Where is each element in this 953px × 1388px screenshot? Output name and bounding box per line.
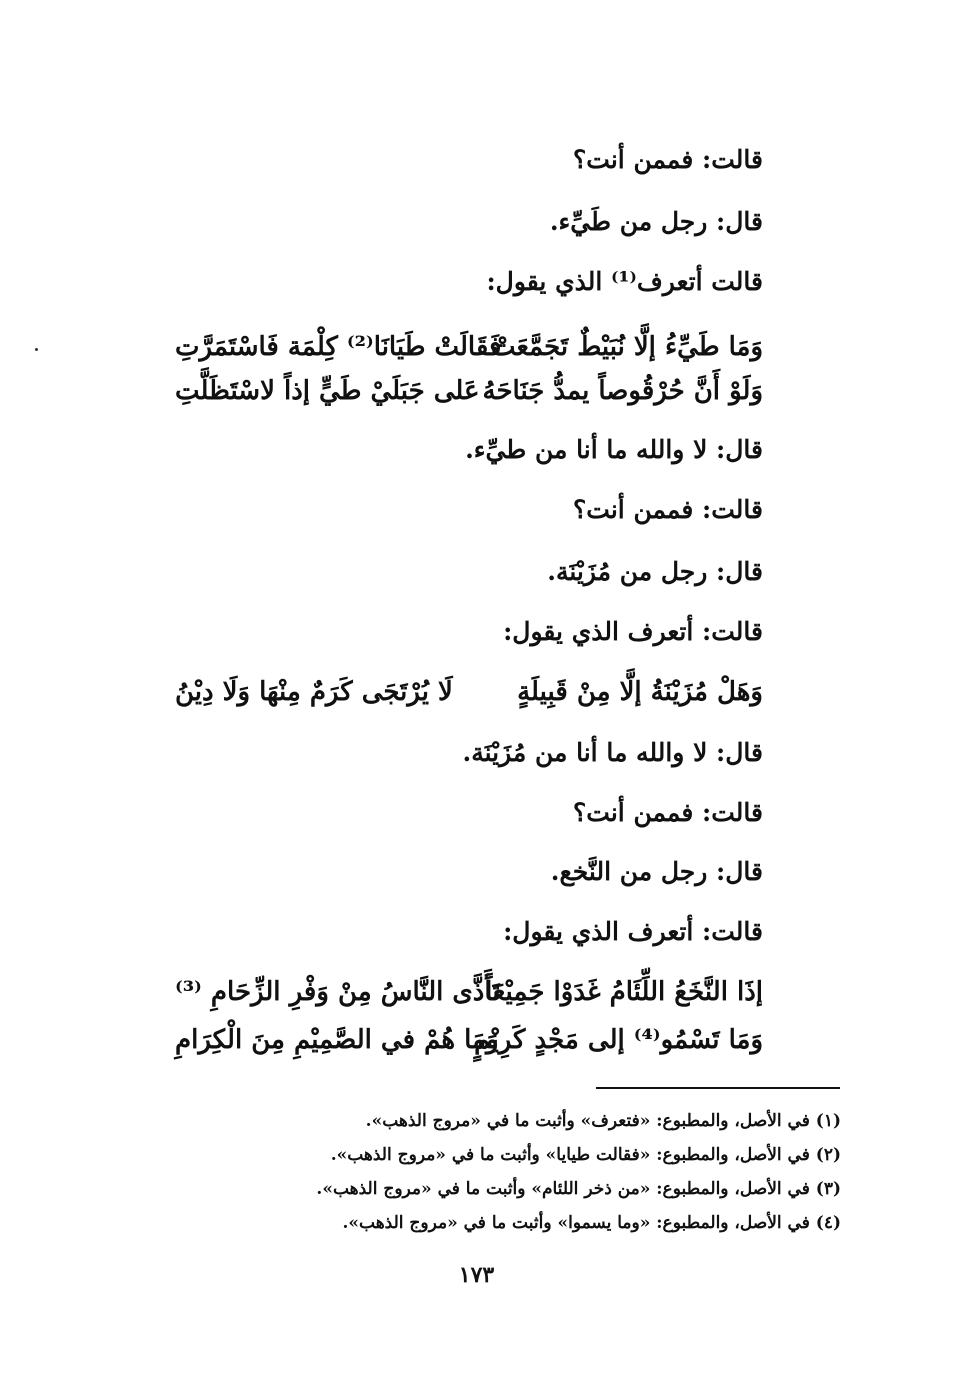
dialogue-line: قال: رجل من مُزَيْنَة.: [547, 557, 763, 586]
footnote: (١) في الأصل، والمطبوع: «فتعرف» وأثبت ما في «مروج الذهب».: [365, 1111, 841, 1131]
verse-hemistich-left: تَأَذَّى النَّاسُ مِنْ وَفْرِ الزِّحَامِ ⁽³⁾: [175, 977, 500, 1007]
verse-hemistich-right: وَمَا طَيِّءُ إلَّا نُبَيْطٌ تَجَمَّعَتْ: [491, 332, 763, 362]
verse-hemistich-right: إذَا النَّخَعُ اللِّئَامُ غَدَوْا جَمِيْعَاً: [485, 977, 763, 1007]
verse-hemistich-left: لَا يُرْتَجَى كَرَمٌ مِنْهَا وَلَا دِيْنُ: [175, 677, 453, 707]
verse-hemistich-left: عَلى جَبَلَيْ طَيٍّ إذاً لاسْتَظَلَّتِ: [175, 376, 480, 406]
verse-hemistich-left: فَقَالَتْ طَيَانَا⁽²⁾ كِلْمَة فَاسْتَمَرَّتِ: [175, 332, 502, 362]
dialogue-line: قال: لا والله ما أنا من طيِّء.: [465, 435, 763, 464]
dialogue-line: قالت أتعرف⁽¹⁾ الذي يقول:: [486, 267, 763, 296]
footnote: (٤) في الأصل، والمطبوع: «وما يسموا» وأثبت ما في «مروج الذهب».: [342, 1213, 841, 1233]
page-number: ١٧٣: [458, 1262, 495, 1288]
verse-hemistich-right: وَلَوْ أَنَّ حُرْقُوصاً يمدُّ جَنَاحَهُ: [482, 376, 763, 406]
dialogue-line: قالت: فممن أنت؟: [573, 495, 763, 524]
dialogue-line: قالت: أتعرف الذي يقول:: [503, 917, 763, 946]
verse-hemistich-left: وَمَا هُمْ في الصَّمِيْمِ مِنَ الْكِرَامِ: [175, 1025, 499, 1055]
verse-hemistich-right: وَمَا تَسْمُو⁽⁴⁾ إلى مَجْدٍ كَرِيْمٍ: [474, 1025, 763, 1055]
scan-speck: [35, 348, 38, 351]
footnote: (٢) في الأصل، والمطبوع: «فقالت طيايا» وأثبت ما في «مروج الذهب».: [330, 1145, 841, 1165]
dialogue-line: قالت: فممن أنت؟: [573, 798, 763, 827]
footnote: (٣) في الأصل، والمطبوع: «من ذخر اللئام» وأثبت ما في «مروج الذهب».: [316, 1179, 841, 1199]
footnote-separator: [596, 1087, 840, 1089]
dialogue-line: قال: رجل من النَّخع.: [550, 857, 763, 886]
dialogue-line: قال: رجل من طَيِّء.: [549, 207, 763, 236]
verse-hemistich-right: وَهَلْ مُزَيْنَةُ إلَّا مِنْ قَبِيلَةٍ: [517, 677, 763, 707]
dialogue-line: قالت: فممن أنت؟: [573, 145, 763, 174]
dialogue-line: قال: لا والله ما أنا من مُزَيْنَة.: [462, 738, 763, 767]
dialogue-line: قالت: أتعرف الذي يقول:: [503, 617, 763, 646]
